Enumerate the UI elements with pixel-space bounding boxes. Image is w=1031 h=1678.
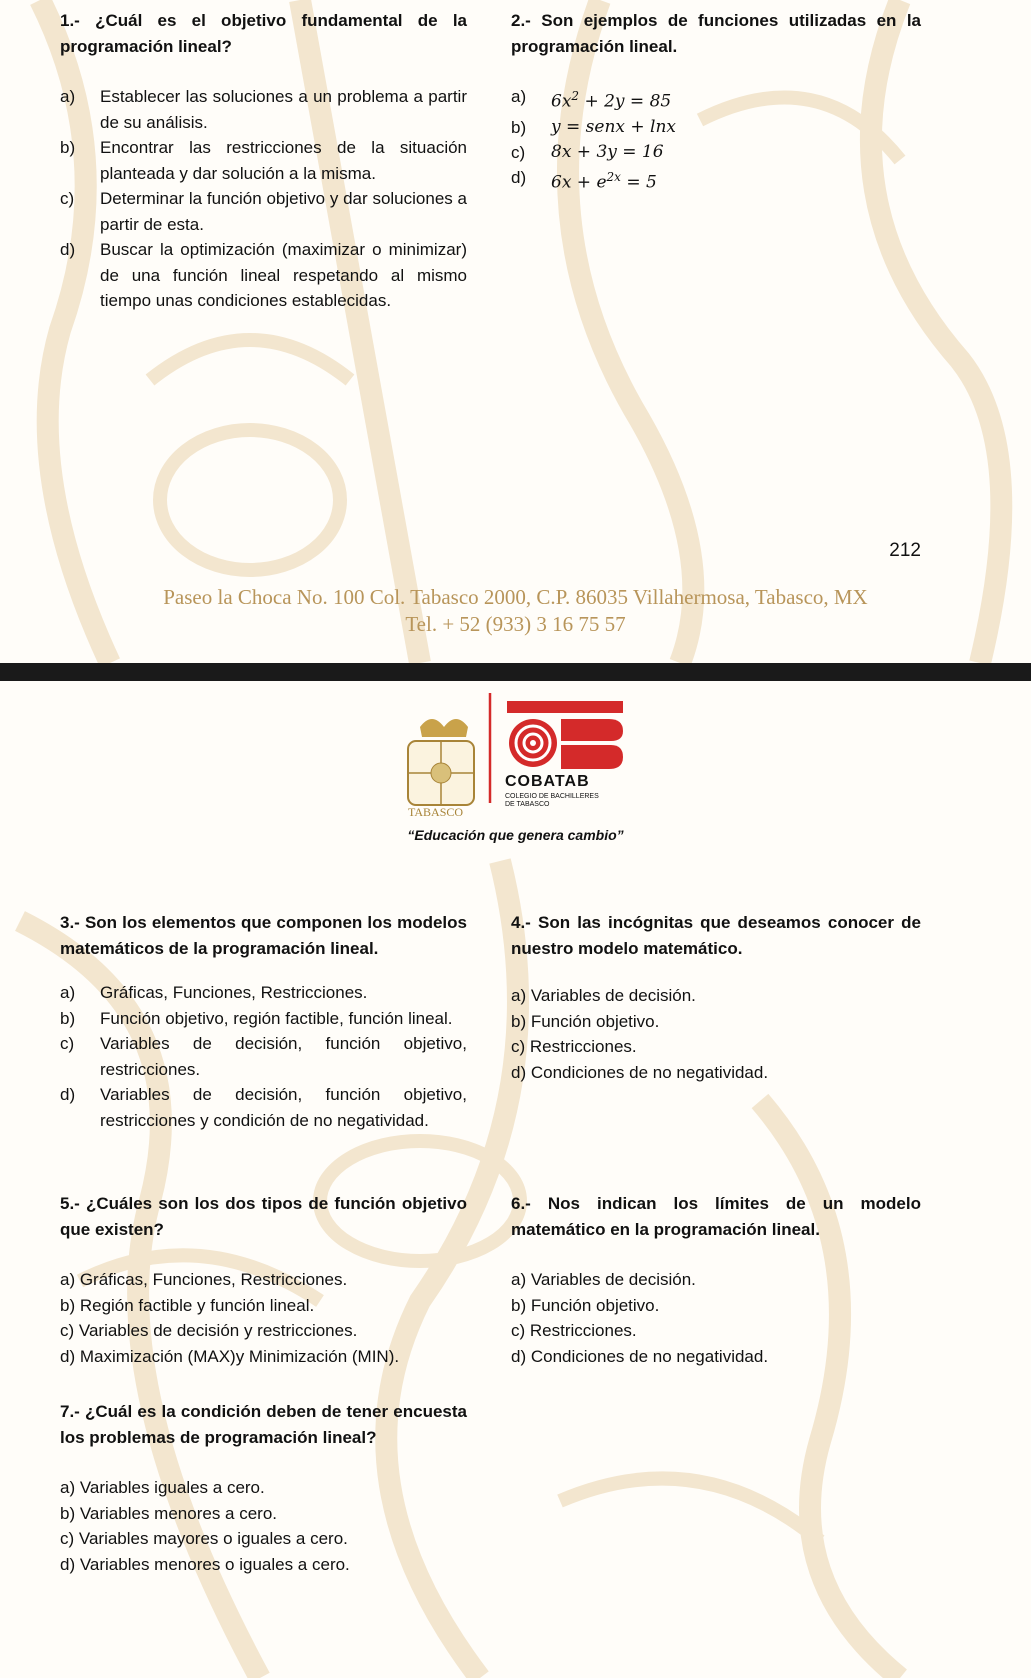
question-1-title: 1.- ¿Cuál es el objetivo fundamental de la programación lineal? <box>60 11 467 56</box>
question-5 <box>60 1191 467 1369</box>
question-3-option <box>60 1006 467 1032</box>
question-2-options <box>511 84 921 195</box>
equation <box>551 115 676 140</box>
equation-exponent: 2 <box>571 89 580 103</box>
cobatab-logo-icon <box>505 701 625 771</box>
option-text: Función objetivo, región factible, función lineal. <box>100 1008 453 1028</box>
question-1-option <box>60 135 467 186</box>
question-4-title: 4.- Son las incógnitas que deseamos conocer de nuestro modelo matemático. <box>511 913 921 958</box>
question-3-title: 3.- Son los elementos que componen los modelos matemáticos de la programación lineal. <box>60 913 467 958</box>
page-number: 212 <box>889 540 921 561</box>
question-1 <box>60 8 467 314</box>
option-text: Gráficas, Funciones, Restricciones. <box>100 983 368 1002</box>
question-4-option: a) Variables de decisión. <box>511 986 696 1005</box>
cobatab-subtitle-line2: DE TABASCO <box>505 801 550 808</box>
equation-rest: + 2y = 85 <box>579 91 672 112</box>
option-text: Variables de decisión, función objetivo, restricciones y condición de no negatividad. <box>100 1085 467 1130</box>
option-key: d) <box>60 1085 76 1104</box>
question-5-option: a) Gráficas, Funciones, Restricciones. <box>60 1270 348 1289</box>
question-7-option: d) Variables menores o iguales a cero. <box>60 1554 350 1574</box>
question-6-option: a) Variables de decisión. <box>511 1270 696 1289</box>
equation-base: 6x + e <box>551 172 607 193</box>
question-1-option <box>60 84 467 135</box>
question-4-options <box>511 983 921 1085</box>
question-7 <box>60 1399 467 1577</box>
option-text: Variables de decisión, función objetivo, restricciones. <box>100 1034 467 1079</box>
question-1-option <box>60 186 467 237</box>
option-key: c) <box>511 142 526 162</box>
option-key: c) <box>60 1034 75 1053</box>
question-6 <box>511 1191 921 1369</box>
question-2-title: 2.- Son ejemplos de funciones utilizadas en la programación lineal. <box>511 11 921 56</box>
page-212 <box>0 0 1031 663</box>
equation-rest: = 5 <box>620 172 657 193</box>
equation-base: y = senx + lnx <box>551 116 677 137</box>
footer-address: Paseo la Choca No. 100 Col. Tabasco 2000, C.P. 86035 Villahermosa, Tabasco, MX <box>163 585 868 609</box>
equation-base: 8x + 3y = 16 <box>551 141 664 162</box>
question-1-options <box>60 84 467 314</box>
question-3-option <box>60 980 467 1006</box>
option-key: a) <box>511 87 527 106</box>
question-6-option: d) Condiciones de no negatividad. <box>511 1346 769 1366</box>
option-text: Encontrar las restricciones de la situación planteada y dar solución a la misma. <box>100 138 467 183</box>
tabasco-label: TABASCO <box>408 805 464 819</box>
slogan: “Educación que genera cambio” <box>407 827 624 843</box>
question-3 <box>60 910 467 1133</box>
cobatab-label: COBATAB <box>505 773 590 790</box>
question-3-option <box>60 1082 467 1133</box>
question-4-option: c) Restricciones. <box>511 1037 637 1056</box>
question-5-title: 5.- ¿Cuáles son los dos tipos de función objetivo que existen? <box>60 1194 467 1239</box>
question-4-option: b) Función objetivo. <box>511 1011 660 1031</box>
question-5-options <box>60 1267 467 1369</box>
question-6-option: b) Función objetivo. <box>511 1295 660 1315</box>
question-7-title: 7.- ¿Cuál es la condición deben de tener encuesta los problemas de programación lineal? <box>60 1402 467 1447</box>
question-3-options <box>60 980 467 1133</box>
question-2-option <box>511 115 921 140</box>
footer-phone: Tel. + 52 (933) 3 16 75 57 <box>405 612 626 636</box>
question-1-option <box>60 237 467 314</box>
question-2 <box>511 8 921 195</box>
question-5-option: d) Maximización (MAX)y Minimización (MIN). <box>60 1346 400 1366</box>
cobatab-subtitle-line1: COLEGIO DE BACHILLERES <box>505 793 599 800</box>
question-7-option: c) Variables mayores o iguales a cero. <box>60 1529 348 1548</box>
option-key: d) <box>60 240 76 259</box>
option-text: Determinar la función objetivo y dar soluciones a partir de esta. <box>100 189 467 234</box>
option-key: b) <box>511 117 527 137</box>
option-key: d) <box>511 167 527 187</box>
option-key: b) <box>60 138 76 157</box>
page-divider <box>0 663 1031 681</box>
question-4 <box>511 910 921 1085</box>
equation-exponent: 2x <box>606 169 621 184</box>
question-2-option <box>511 84 921 115</box>
question-6-title: 6.- Nos indican los límites de un modelo matemático en la programación lineal. <box>511 1194 921 1239</box>
option-text: Buscar la optimización (maximizar o minimizar) de una función lineal respetando al mismo tiempo unas condiciones establecidas. <box>100 240 467 310</box>
page-213 <box>0 681 1031 1678</box>
question-5-option: b) Región factible y función lineal. <box>60 1295 315 1315</box>
cobatab-subtitle <box>505 793 599 809</box>
question-6-option: c) Restricciones. <box>511 1321 637 1340</box>
question-7-option: b) Variables menores a cero. <box>60 1503 278 1523</box>
question-2-option <box>511 165 921 196</box>
question-7-option: a) Variables iguales a cero. <box>60 1478 265 1497</box>
question-6-options <box>511 1267 921 1369</box>
question-3-option <box>60 1031 467 1082</box>
equation <box>551 165 657 196</box>
equation <box>551 84 671 115</box>
equation <box>551 140 664 165</box>
question-7-options <box>60 1475 467 1577</box>
question-4-option: d) Condiciones de no negatividad. <box>511 1062 769 1082</box>
option-text: Establecer las soluciones a un problema a partir de su análisis. <box>100 87 467 132</box>
question-2-option <box>511 140 921 165</box>
option-key: c) <box>60 189 75 208</box>
question-5-option: c) Variables de decisión y restricciones. <box>60 1321 358 1340</box>
option-key: a) <box>60 87 76 106</box>
option-key: a) <box>60 983 76 1002</box>
option-key: b) <box>60 1008 76 1028</box>
equation-base: 6x <box>551 91 572 112</box>
